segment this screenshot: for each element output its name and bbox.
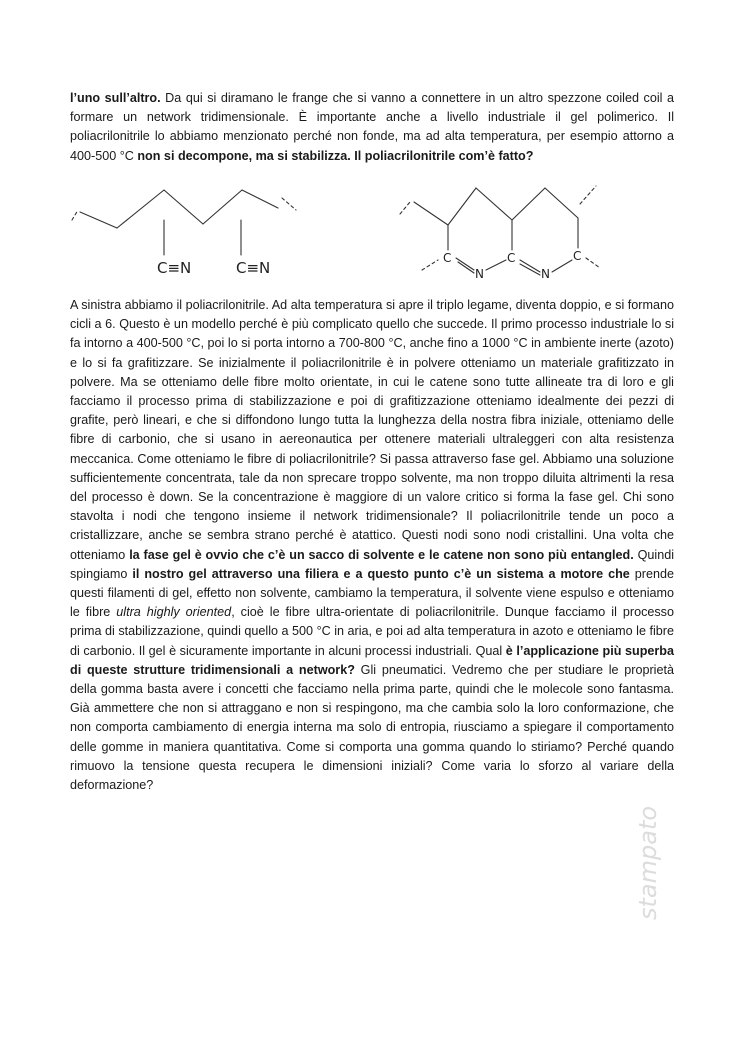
- text-run: Da qui si diramano le frange che si vanno a connettere in un altro spezzone coiled coil a formare un network tridimensionale. È importante anche a livello industriale il gel polimerico. Il poliacrilonitrile lo abbiamo menzionato perché non fonde, ma ad alta temperatura, per esempio attorno a 400-500 °C: [70, 91, 674, 163]
- atom-n-1: N: [475, 267, 484, 281]
- cyclized-structure: [400, 186, 600, 275]
- bold-phrase: è l’applicazione più superba di queste strutture tridimensionali a network?: [70, 643, 674, 677]
- bold-phrase: il nostro gel attraverso una filiera e a questo punto c’è un sistema a motore che: [132, 566, 630, 581]
- chain-bond: [512, 188, 545, 220]
- chain-bond: [476, 188, 512, 220]
- atom-n-2: N: [541, 267, 550, 281]
- polymer-sketch: [70, 180, 674, 290]
- chain-bond: [80, 212, 117, 228]
- bold-phrase: non si decompone, ma si stabilizza. Il poliacrilonitrile com’è fatto?: [137, 148, 534, 163]
- watermark: [628, 600, 668, 930]
- paragraph-intro: [70, 89, 674, 166]
- ring-bond: [486, 260, 506, 270]
- dash-bond: [282, 198, 296, 210]
- double-bond: [458, 262, 474, 273]
- text-run: Gli pneumatici. Vedremo che per studiare le proprietà della gomma basta avere i concetti che facciamo nella prima parte, quindi che le molecole sono fantasma. Già ammettere che non si attraggano e non si respingono, ma che cambia solo la loro conformazione, che non comporta cambiamento di energia interna ma solo di entropia, riusciamo a spiegare il comportamento delle gomme in maniera quantitativa. Come si comporta una gomma quando lo stiriamo? Perché quando rimuovo la tensione questa recupera le dimensioni iniziali? Come varia lo sforzo al variare della deformazione?: [70, 662, 674, 793]
- chain-bond: [448, 188, 476, 225]
- bold-phrase: la fase gel è ovvio che c’è un sacco di solvente e le catene non sono più entangled.: [129, 547, 634, 562]
- text-run: prende questi filamenti di gel, effetto non solvente, cambiamo la temperatura, il solvente viene espulso e otteniamo le fibre: [70, 566, 675, 620]
- atom-c-1: C: [443, 251, 452, 265]
- atom-c-3: C: [573, 249, 582, 263]
- polyacrylonitrile-structure: [72, 190, 296, 255]
- ring-bond: [552, 260, 572, 272]
- watermark-text: stampato: [634, 805, 662, 920]
- ring-bond: [456, 258, 474, 270]
- chemical-structures-figure: [70, 180, 674, 290]
- dash-bond: [586, 258, 600, 268]
- dash-bond: [400, 202, 410, 214]
- paragraph-main: [70, 296, 674, 795]
- chain-bond: [414, 202, 448, 225]
- atom-c-2: C: [507, 251, 516, 265]
- nitrile-label-1: C≡N: [157, 259, 192, 277]
- dash-bond: [580, 186, 596, 204]
- text-run: , cioè le fibre ultra-orientate di poliacrilonitrile. Dunque facciamo il processo prima di stabilizzazione, quindi quello a 500 °C in aria, e poi ad alta temperatura in azoto e otteniamo le fibre di carbonio. Il gel è sicuramente importante in alcuni processi industriali. Qual: [70, 605, 674, 658]
- dash-bond: [72, 210, 78, 220]
- bold-phrase: l’uno sull’altro.: [70, 91, 161, 105]
- italic-phrase: ultra highly oriented: [116, 605, 232, 620]
- chain-bond: [203, 190, 242, 224]
- chain-bond: [164, 190, 203, 224]
- chain-bond: [117, 190, 164, 228]
- text-run: Quindi spingiamo: [70, 547, 675, 581]
- text-run: A sinistra abbiamo il poliacrilonitrile. Ad alta temperatura si apre il triplo legame, diventa doppio, e si formano cicli a 6. Questo è un modello perché è più complicato quello che succede. Il primo processo industriale lo si fa intorno a 400-500 °C, poi lo si porta intorno a 700-800 °C, anche fino a 1000 °C in ambiente inerte (azoto) e lo si fa grafitizzare. Se inizialmente il poliacrilonitrile è in polvere otteniamo un materiale grafitizzato in polvere. Ma se otteniamo delle fibre molto orientate, in cui le catene sono tutte allineate tra di loro e gli facciamo il processo prima di stabilizzazione e poi di grafitizzazione otteniamo idealmente dei pezzi di grafite, però lineari, e che si diffondono lungo tutta la lunghezza della nostra fibra iniziale, otteniamo delle fibre di carbonio, che si usano in aereonautica per ottenere materiali ultraleggeri con alta resistenza meccanica. Come otteniamo le fibre di poliacrilonitrile? Si passa attraverso fase gel. Abbiamo una soluzione sufficientemente concentrata, tale da non sprecare troppo solvente, ma non troppo diluita altrimenti la resa del processo è down. Se la concentrazione è maggiore di un valore critico si forma la fase gel. Chi sono stavolta i nodi che tengono insieme il network tridimensionale? Il poliacrilonitrile tende un poco a cristallizzare, anche se sembra strano perché è atattico. Questi nodi sono nodi cristallini. Una volta che otteniamo: [70, 298, 674, 562]
- nitrile-label-2: C≡N: [236, 259, 271, 277]
- chain-bond: [242, 190, 278, 208]
- dash-bond: [422, 260, 438, 270]
- chain-bond: [545, 188, 578, 218]
